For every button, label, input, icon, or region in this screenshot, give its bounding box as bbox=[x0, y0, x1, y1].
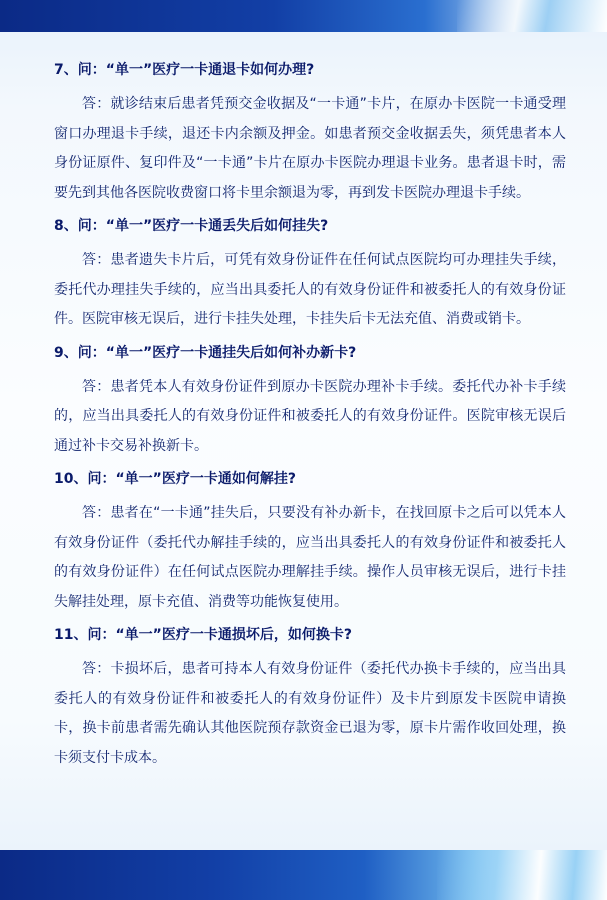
question-heading: 7、问：“单一”医疗一卡通退卡如何办理? bbox=[54, 62, 315, 78]
top-band-highlight bbox=[457, 0, 607, 32]
question-heading: 9、问：“单一”医疗一卡通挂失后如何补办新卡? bbox=[54, 344, 357, 361]
bottom-decorative-band bbox=[0, 850, 607, 900]
faq-item-7 bbox=[54, 58, 566, 208]
faq-content bbox=[54, 58, 566, 779]
question-heading: 10、问：“单一”医疗一卡通如何解挂? bbox=[54, 471, 297, 487]
faq-item-10 bbox=[54, 467, 566, 617]
answer-paragraph: 答：就诊结束后患者凭预交金收据及“一卡通”卡片，在原办卡医院一卡通受理窗口办理退卡手续，退还卡内余额及押金。如患者预交金收据丢失，须凭患者本人身份证原件、复印件及“一卡通”卡片在原办卡医院办理退卡业务。患者退卡时，需要先到其他各医院收费窗口将卡里余额退为零，再到发卡医院办理退卡手续。 bbox=[54, 96, 566, 201]
answer-paragraph: 答：患者凭本人有效身份证件到原办卡医院办理补卡手续。委托代办补卡手续的，应当出具委托人的有效身份证件和被委托人的有效身份证件。医院审核无误后通过补卡交易补换新卡。 bbox=[54, 378, 566, 454]
faq-item-8 bbox=[54, 214, 566, 335]
question-heading: 8、问：“单一”医疗一卡通丢失后如何挂失? bbox=[54, 218, 329, 234]
answer-paragraph: 答：患者遗失卡片后，可凭有效身份证件在任何试点医院均可办理挂失手续，委托代办理挂失手续的，应当出具委托人的有效身份证件和被委托人的有效身份证件。医院审核无误后，进行卡挂失处理，卡挂失后卡无法充值、消费或销卡。 bbox=[54, 252, 566, 327]
answer-paragraph: 答：患者在“一卡通”挂失后，只要没有补办新卡，在找回原卡之后可以凭本人有效身份证件（委托代办解挂手续的，应当出具委托人的有效身份证件和被委托人的有效身份证件）在任何试点医院办理解挂手续。操作人员审核无误后，进行卡挂失解挂处理，原卡充值、消费等功能恢复使用。 bbox=[54, 505, 566, 610]
faq-item-11 bbox=[54, 623, 566, 773]
answer-paragraph: 答：卡损坏后，患者可持本人有效身份证件（委托代办换卡手续的，应当出具委托人的有效身份证件和被委托人的有效身份证件）及卡片到原发卡医院申请换卡，换卡前患者需先确认其他医院预存款资金已退为零，原卡片需作收回处理，换卡须支付卡成本。 bbox=[54, 661, 566, 766]
bottom-band-highlight bbox=[437, 850, 607, 900]
top-decorative-band bbox=[0, 0, 607, 32]
question-heading: 11、问：“单一”医疗一卡通损坏后，如何换卡? bbox=[54, 627, 353, 643]
faq-item-9 bbox=[54, 341, 566, 462]
